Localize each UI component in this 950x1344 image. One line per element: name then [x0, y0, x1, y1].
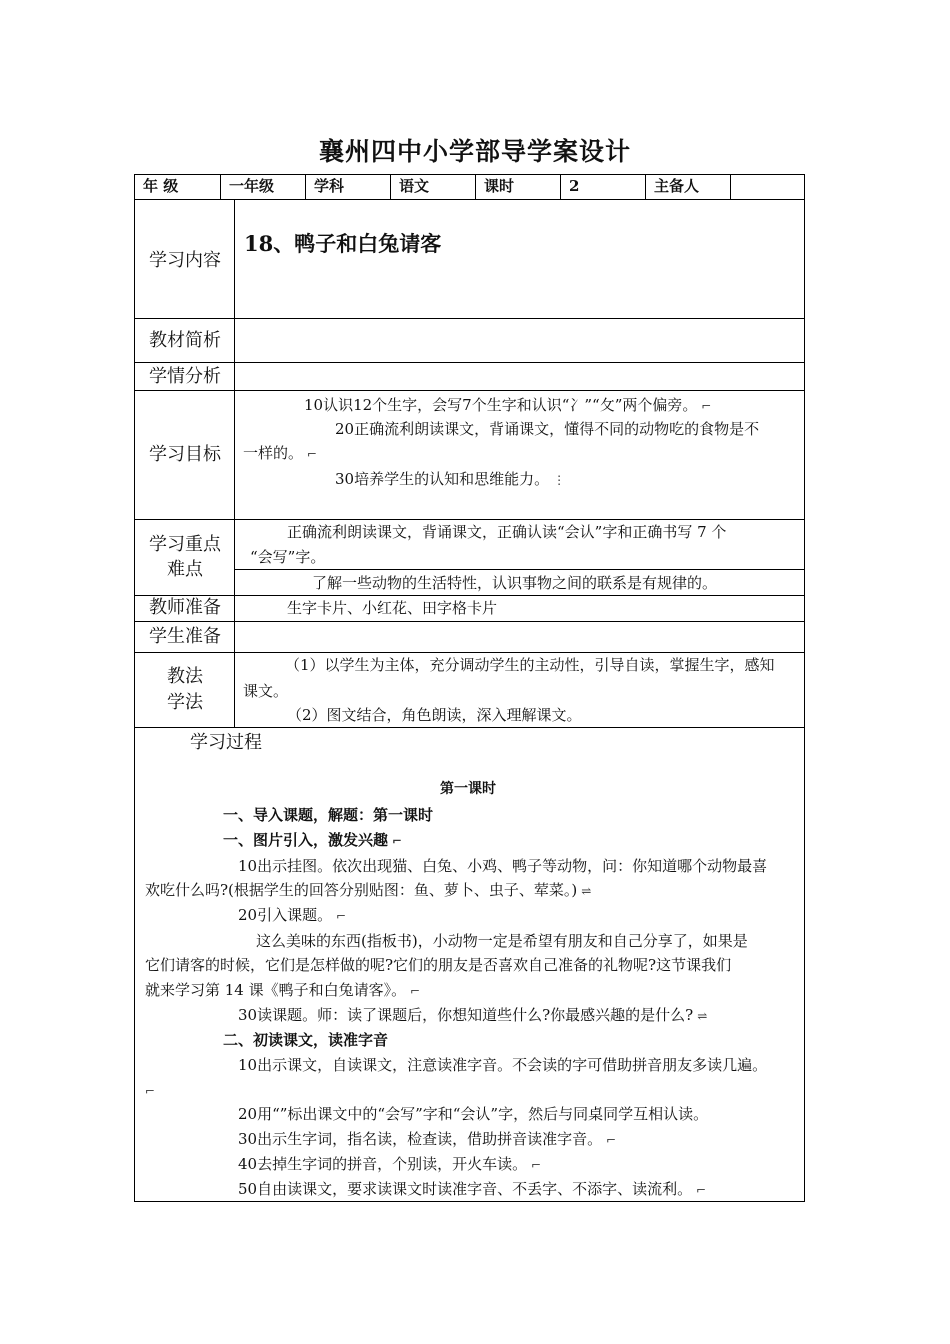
paragraph-mark-icon: ⌐	[392, 834, 403, 848]
paragraph-mark-icon: ⌐	[696, 1183, 707, 1197]
col-divider	[475, 174, 476, 200]
process-s3: 30出示生字词，指名读，检查读，借助拼音读准字音。 ⌐	[238, 1130, 617, 1148]
process-p2: 20引入课题。 ⌐	[238, 906, 347, 924]
col-divider	[390, 174, 391, 200]
process-p3-line-1: 这么美味的东西(指板书)，小动物一定是希望有朋友和自己分享了，如果是	[256, 932, 748, 950]
goal-1: 10认识12个生字，会写7个生字和认识“冫”“攵”两个偏旁。 ⌐	[304, 396, 712, 414]
col-divider	[645, 174, 646, 200]
student-prep-label: 学生准备	[149, 626, 221, 647]
label-column-divider	[234, 199, 235, 728]
paragraph-mark-icon: ⋮	[553, 473, 566, 487]
method-label: 教法	[167, 666, 203, 687]
hours-label: 课时	[484, 177, 515, 195]
process-p1-line-2: 欢吃什么吗?(根据学生的回答分别贴图：鱼、萝卜、虫子、荤菜。) ⇌	[145, 881, 592, 899]
page-title: 襄州四中小学部导学案设计	[318, 137, 631, 166]
learning-method-label: 学法	[167, 692, 203, 713]
process-p3-line-3: 就来学习第 14 课《鸭子和白兔请客》。 ⌐	[145, 981, 421, 999]
process-s5: 50自由读课文，要求读课文时读准字音、不丢字、不添字、读流利。 ⌐	[238, 1180, 707, 1198]
hours-value: 2	[569, 177, 580, 195]
students-label: 学情分析	[149, 366, 221, 387]
paragraph-mark-icon: ⌐	[307, 447, 318, 461]
section-heading-1: 一、导入课题，解题：第一课时	[223, 806, 434, 824]
goal-2: 20正确流利朗读课文，背诵课文，懂得不同的动物吃的食物是不	[335, 420, 760, 438]
method-line-1: （1）以学生为主体，充分调动学生的主动性，引导自读，掌握生字，感知	[285, 656, 775, 674]
paragraph-mark-icon: ⌐	[336, 909, 347, 923]
goals-label: 学习目标	[149, 444, 221, 465]
paragraph-mark-icon: ⌐	[410, 984, 421, 998]
preparer-label: 主备人	[654, 177, 700, 195]
col-divider	[220, 174, 221, 200]
goal-2-cont: 一样的。 ⌐	[243, 444, 318, 462]
row-divider	[235, 569, 805, 570]
lesson-title: 第一课时	[440, 781, 496, 797]
section-heading-3: 二、初读课文，读准字音	[223, 1031, 389, 1049]
subject-label: 学科	[314, 177, 345, 195]
teacher-prep-label: 教师准备	[149, 597, 221, 618]
col-divider	[305, 174, 306, 200]
process-s4: 40去掉生字词的拼音，个别读，开火车读。 ⌐	[238, 1155, 542, 1173]
textbook-label: 教材简析	[149, 330, 221, 351]
content-title: 18、鸭子和白兔请客	[244, 231, 442, 256]
process-p4: 30读课题。师：读了课题后，你想知道些什么?你最感兴趣的是什么? ⇌	[238, 1006, 708, 1024]
paragraph-mark-icon: ⇌	[581, 884, 592, 898]
process-p3-line-2: 它们请客的时候，它们是怎样做的呢?它们的朋友是否喜欢自己准备的礼物呢?这节课我们	[145, 956, 732, 974]
col-divider	[730, 174, 731, 200]
process-p1-line-1: 10出示挂图。依次出现猫、白兔、小鸡、鸭子等动物，问：你知道哪个动物最喜	[238, 857, 768, 875]
paragraph-mark-icon: ⌐	[531, 1158, 542, 1172]
col-divider	[560, 174, 561, 200]
content-label: 学习内容	[149, 250, 221, 271]
key-points-label: 学习重点	[149, 534, 221, 555]
paragraph-mark-icon: ⌐	[145, 1084, 156, 1098]
method-line-2: 课文。	[243, 682, 289, 700]
teacher-prep-text: 生字卡片、小红花、田字格卡片	[287, 599, 498, 617]
paragraph-mark-icon: ⌐	[606, 1133, 617, 1147]
process-label: 学习过程	[190, 732, 262, 753]
difficulty-label: 难点	[167, 559, 203, 580]
paragraph-mark-icon: ⌐	[701, 399, 712, 413]
subject-value: 语文	[399, 177, 430, 195]
key-point-line-2: “会写”字。	[250, 548, 326, 566]
paragraph-mark-icon: ⇌	[697, 1009, 708, 1023]
difficulty-text: 了解一些动物的生活特性，认识事物之间的联系是有规律的。	[312, 574, 718, 592]
goal-3: 30培养学生的认知和思维能力。 ⋮	[335, 470, 566, 488]
grade-value: 一年级	[229, 177, 275, 195]
process-s1-cont	[145, 1082, 155, 1099]
section-heading-2: 一、图片引入，激发兴趣 ⌐	[223, 831, 403, 849]
process-s1: 10出示课文，自读课文，注意读准字音。不会读的字可借助拼音朋友多读几遍。	[238, 1056, 768, 1074]
process-s2: 20用“”标出课文中的“会写”字和“会认”字，然后与同桌同学互相认读。	[238, 1105, 709, 1123]
key-point-line-1: 正确流利朗读课文，背诵课文，正确认读“会认”字和正确书写 7 个	[287, 523, 727, 541]
method-line-3: （2）图文结合，角色朗读，深入理解课文。	[287, 706, 582, 724]
grade-label: 年 级	[143, 177, 179, 195]
